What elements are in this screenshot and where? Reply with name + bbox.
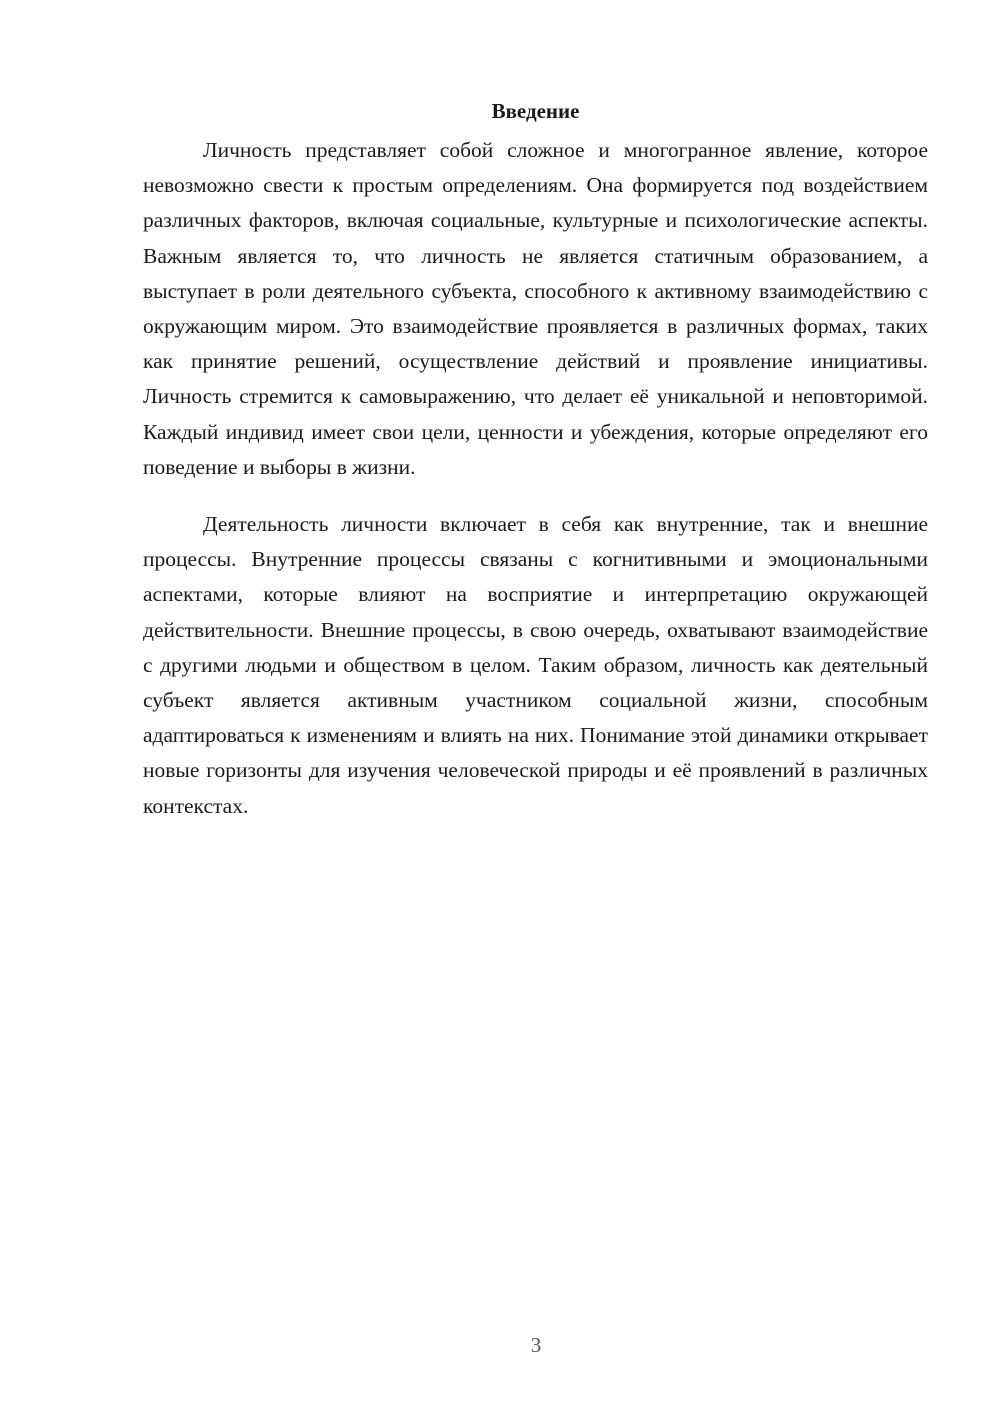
paragraph-1: Личность представляет собой сложное и многогранное явление, которое невозможно свести к простым определениям. Она формируется под воздействием различных факторов, включая социальные, культурные и психологические аспекты. Важным является то, что личность не является статичным образованием, а выступает в роли деятельного субъекта, способного к активному взаимодействию с окружающим миром. Это взаимодействие проявляется в различных формах, таких как принятие решений, осуществление действий и проявление инициативы. Личность стремится к самовыражению, что делает её уникальной и неповторимой. Каждый индивид имеет свои цели, ценности и убеждения, которые определяют его поведение и выборы в жизни. — [143, 138, 928, 479]
page-number: 3 — [530, 1333, 542, 1357]
page-content — [143, 95, 928, 824]
paragraph-2: Деятельность личности включает в себя как внутренние, так и внешние процессы. Внутренние процессы связаны с когнитивными и эмоциональными аспектами, которые влияют на восприятие и интерпретацию окружающей действительности. Внешние процессы, в свою очередь, охватывают взаимодействие с другими людьми и обществом в целом. Таким образом, личность как деятельный субъект является активным участником социальной жизни, способным адаптироваться к изменениям и влиять на них. Понимание этой динамики открывает новые горизонты для изучения человеческой природы и её проявлений в различных контекстах. — [143, 512, 928, 818]
section-title: Введение — [491, 99, 580, 123]
